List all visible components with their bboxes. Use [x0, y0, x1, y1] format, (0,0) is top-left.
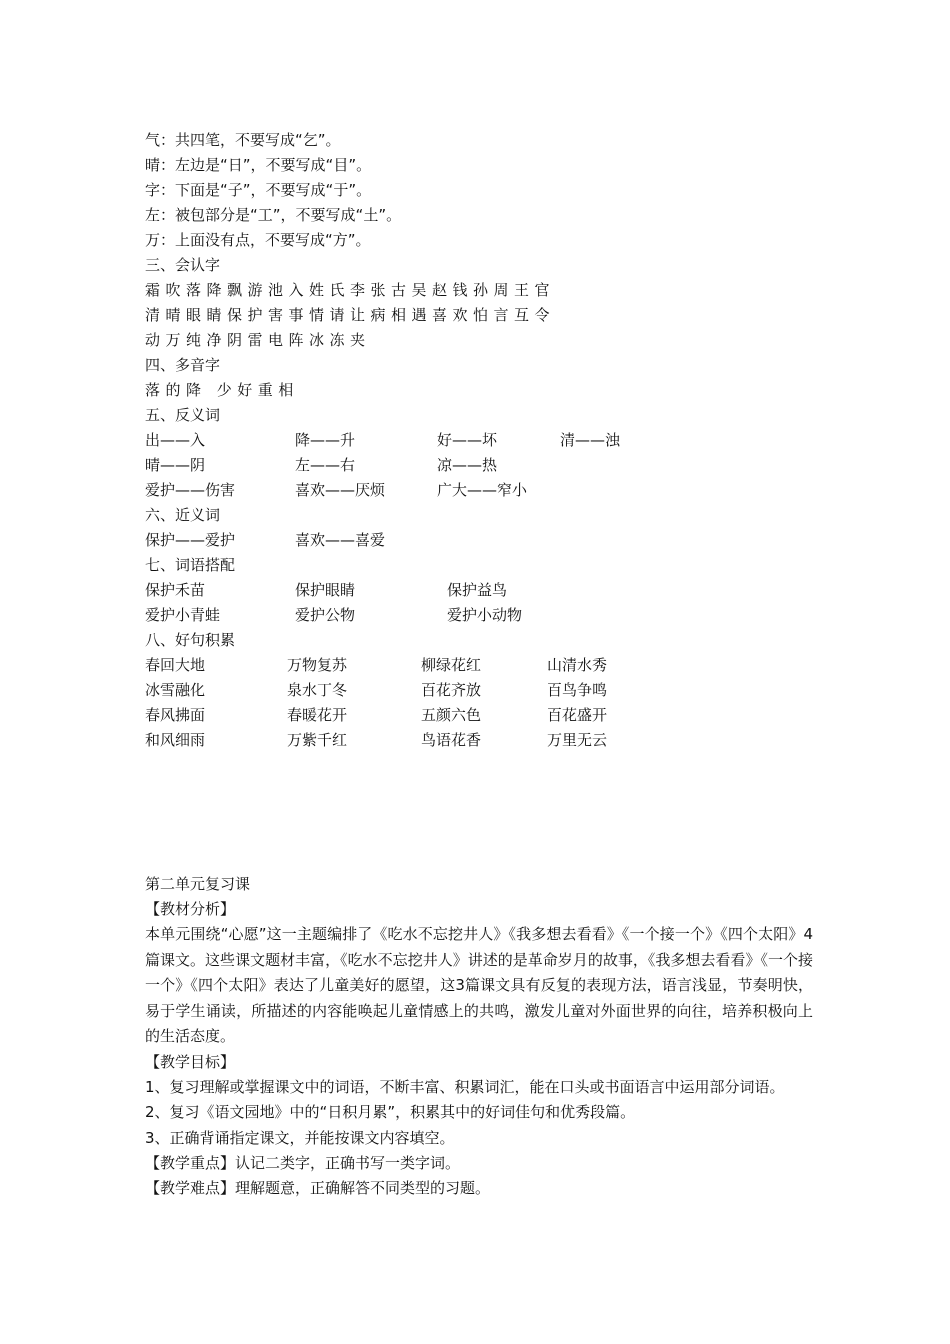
key-point-text: 认记二类字，正确书写一类字词。 [235, 1154, 461, 1172]
antonym-pair: 降——升 [295, 431, 356, 449]
idiom-item: 冰雪融化 [145, 681, 206, 699]
goal-item: 3、正确背诵指定课文，并能按课文内容填空。 [145, 1128, 455, 1147]
idiom-item: 万物复苏 [287, 656, 348, 674]
idiom-item: 春回大地 [145, 656, 206, 674]
analysis-heading: 【教材分析】 [145, 900, 236, 918]
collocation-item: 保护益鸟 [447, 581, 508, 599]
section-heading-collocations: 七、词语搭配 [145, 556, 236, 574]
synonym-pair: 保护——爱护 [145, 531, 236, 549]
collocation-row [145, 578, 815, 603]
idiom-row [145, 678, 815, 703]
antonym-row [145, 453, 815, 478]
section-heading-polyphone: 四、多音字 [145, 356, 221, 374]
section-heading-synonyms: 六、近义词 [145, 506, 221, 524]
collocation-row [145, 603, 815, 628]
note-line: 晴：左边是“日”，不要写成“目”。 [145, 156, 372, 174]
antonym-pair: 出——入 [145, 431, 206, 449]
antonym-pair: 爱护——伤害 [145, 481, 236, 499]
idiom-item: 和风细雨 [145, 731, 206, 749]
key-point-label: 【教学重点】 [145, 1154, 236, 1172]
difficulty-label: 【教学难点】 [145, 1179, 236, 1197]
note-line: 万：上面没有点，不要写成“方”。 [145, 231, 371, 249]
idiom-item: 春暖花开 [287, 706, 348, 724]
antonym-pair: 喜欢——厌烦 [295, 481, 386, 499]
collocation-item: 爱护公物 [295, 606, 356, 624]
collocation-item: 保护眼睛 [295, 581, 356, 599]
antonym-pair: 好——坏 [437, 431, 498, 449]
recognize-row: 动万纯净阴雷电阵冰冻夹 [145, 331, 371, 349]
goals-heading: 【教学目标】 [145, 1052, 236, 1071]
idiom-row [145, 703, 815, 728]
idiom-item: 鸟语花香 [421, 731, 482, 749]
idiom-item: 百鸟争鸣 [547, 681, 608, 699]
antonym-row [145, 428, 815, 453]
idiom-row [145, 728, 815, 753]
recognize-row: 霜吹落降飘游池入姓氏李张古吴赵钱孙周王官 [145, 281, 556, 299]
idiom-item: 万里无云 [547, 731, 608, 749]
polyphone-row: 落的降 少好重相 [145, 381, 299, 399]
collocation-item: 爱护小动物 [447, 606, 523, 624]
idiom-row [145, 653, 815, 678]
review-list [145, 128, 815, 753]
recognize-row: 清晴眼睛保护害事情请让病相遇喜欢怕言互令 [145, 306, 556, 324]
idiom-item: 万紫千红 [287, 731, 348, 749]
synonym-pair: 喜欢——喜爱 [295, 531, 386, 549]
unit2-section [145, 872, 813, 1201]
synonym-row [145, 528, 815, 553]
idiom-item: 百花盛开 [547, 706, 608, 724]
idiom-item: 泉水丁冬 [287, 681, 348, 699]
idiom-item: 五颜六色 [421, 706, 482, 724]
idiom-item: 春风拂面 [145, 706, 206, 724]
antonym-pair: 凉——热 [437, 456, 498, 474]
antonym-pair: 广大——窄小 [437, 481, 528, 499]
section-heading-recognize: 三、会认字 [145, 256, 221, 274]
antonym-pair: 晴——阴 [145, 456, 206, 474]
collocation-item: 保护禾苗 [145, 581, 206, 599]
analysis-paragraph: 本单元围绕“心愿”这一主题编排了《吃水不忘挖井人》《我多想去看看》《一个接一个》《四个太阳》4篇课文。这些课文题材丰富，《吃水不忘挖井人》讲述的是革命岁月的故事，《我多想去看看》《一个接一个》《四个太阳》表达了儿童美好的愿望，这3篇课文具有反复的表现方法，语言浅显，节奏明快，易于学生诵读，所描述的内容能唤起儿童情感上的共鸣，激发儿童对外面世界的向往，培养积极向上的生活态度。 [145, 925, 813, 1045]
collocation-item: 爱护小青蛙 [145, 606, 221, 624]
difficulty-line [145, 1176, 813, 1201]
idiom-item: 百花齐放 [421, 681, 482, 699]
antonym-row [145, 478, 815, 503]
antonym-pair: 左——右 [295, 456, 356, 474]
idiom-item: 山清水秀 [547, 656, 608, 674]
section-heading-idioms: 八、好句积累 [145, 631, 236, 649]
note-line: 左：被包部分是“工”，不要写成“土”。 [145, 206, 402, 224]
note-line: 气：共四笔，不要写成“乞”。 [145, 131, 341, 149]
note-line: 字：下面是“子”，不要写成“于”。 [145, 181, 372, 199]
idiom-item: 柳绿花红 [421, 656, 482, 674]
antonym-pair: 清——浊 [560, 431, 621, 449]
difficulty-text: 理解题意，正确解答不同类型的习题。 [235, 1179, 491, 1197]
goal-item: 2、复习《语文园地》中的“日积月累”，积累其中的好词佳句和优秀段篇。 [145, 1103, 636, 1121]
section-heading-antonyms: 五、反义词 [145, 406, 221, 424]
goal-item: 1、复习理解或掌握课文中的词语，不断丰富、积累词汇，能在口头或书面语言中运用部分词语。 [145, 1077, 785, 1096]
unit2-title: 第二单元复习课 [145, 875, 251, 893]
key-point-line [145, 1151, 813, 1176]
